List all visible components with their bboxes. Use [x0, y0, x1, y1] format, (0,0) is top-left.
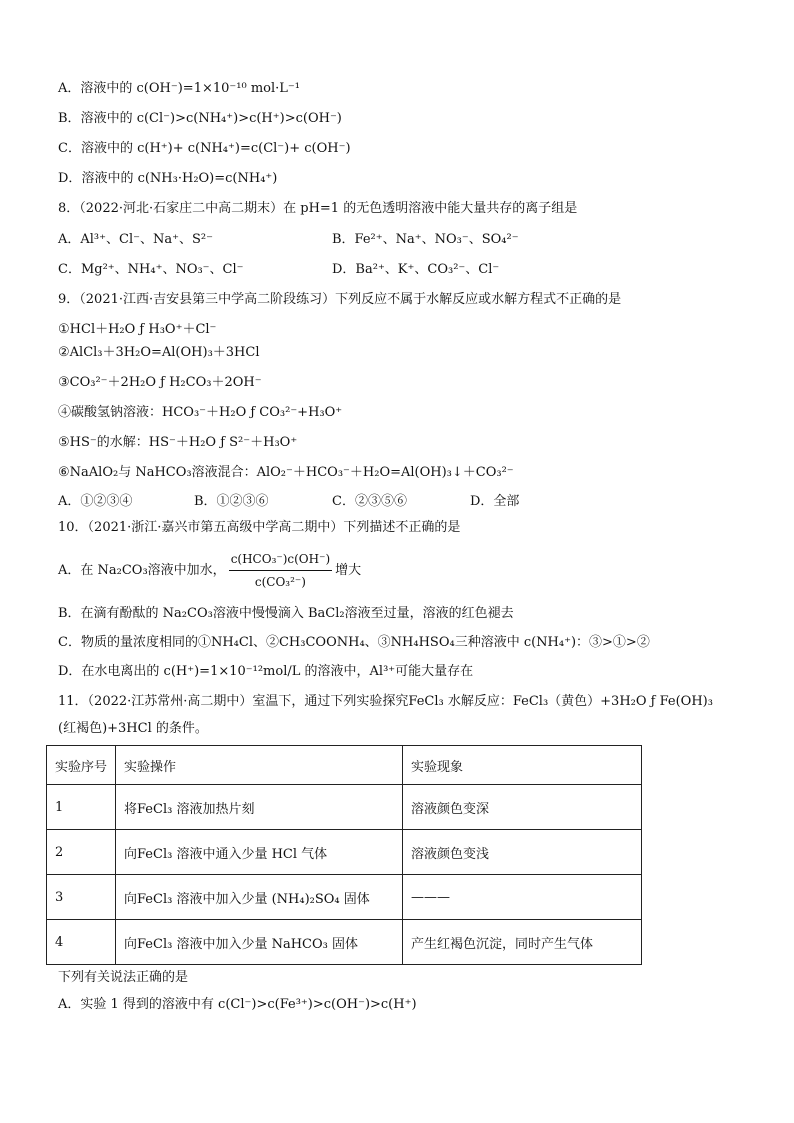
row-operation: 向FeCl₃ 溶液中加入少量 (NH₄)₂SO₄ 固体: [116, 875, 403, 920]
q9-item-5: ⑤HS⁻的水解：HS⁻＋H₂O ƒ S²⁻＋H₃O⁺: [58, 435, 298, 450]
row-observation: 溶液颜色变浅: [403, 830, 642, 875]
q9-item-1: ①HCl＋H₂O ƒ H₃O⁺＋Cl⁻: [58, 322, 217, 337]
q8-option-d: D．Ba²⁺、K⁺、CO₃²⁻、Cl⁻: [332, 262, 500, 277]
q9-stem: 9．（2021·江西·吉安县第三中学高二阶段练习）下列反应不属于水解反应或水解方程式不正确的是: [58, 292, 622, 307]
option-letter: D．: [58, 171, 82, 186]
table-row: [47, 875, 642, 920]
q9-item-2: ②AlCl₃＋3H₂O=Al(OH)₃＋3HCl: [58, 345, 260, 360]
experiment-table: [46, 745, 642, 965]
q9-option-b: B．①②③⑥: [194, 494, 269, 509]
row-observation: 产生红褐色沉淀，同时产生气体: [403, 920, 642, 965]
header-cell: 实验现象: [403, 746, 642, 785]
option-a-suffix: 增大: [335, 563, 362, 578]
fraction: [229, 548, 332, 593]
q10-option-d: D．在水电离出的 c(H⁺)=1×10⁻¹²mol/L 的溶液中，Al³⁺可能大量存在: [58, 664, 474, 679]
q11-after-table: 下列有关说法正确的是: [58, 970, 189, 985]
option-text: 溶液中的 c(H⁺)+ c(NH₄⁺)=c(Cl⁻)+ c(OH⁻): [80, 141, 351, 156]
row-number: 2: [47, 830, 116, 875]
row-operation: 将FeCl₃ 溶液加热片刻: [116, 785, 403, 830]
q9-option-d: D．全部: [470, 494, 520, 509]
row-number: 3: [47, 875, 116, 920]
q10-option-b: B．在滴有酚酞的 Na₂CO₃溶液中慢慢滴入 BaCl₂溶液至过量，溶液的红色褪去: [58, 606, 514, 621]
row-operation: 向FeCl₃ 溶液中通入少量 HCl 气体: [116, 830, 403, 875]
q10-option-c: C．物质的量浓度相同的①NH₄Cl、②CH₃COONH₄、③NH₄HSO₄三种溶液中 c(NH₄⁺)：③>①>②: [58, 635, 650, 650]
header-cell: 实验序号: [47, 746, 116, 785]
row-observation: ———: [403, 875, 642, 920]
q11-option-a: A．实验 1 得到的溶液中有 c(Cl⁻)>c(Fe³⁺)>c(OH⁻)>c(H⁺): [58, 997, 417, 1012]
q11-stem-line1: 11．（2022·江苏常州·高二期中）室温下，通过下列实验探究FeCl₃ 水解反应：FeCl₃（黄色）+3H₂O ƒ Fe(OH)₃: [58, 694, 713, 709]
option-rest: ⁻)=1×10⁻¹⁰ mol·L⁻¹: [170, 81, 300, 96]
row-operation: 向FeCl₃ 溶液中加入少量 NaHCO₃ 固体: [116, 920, 403, 965]
q9-item-3: ③CO₃²⁻＋2H₂O ƒ H₂CO₃＋2OH⁻: [58, 375, 262, 390]
q7-option-a: [58, 80, 300, 98]
option-letter: B．: [58, 111, 81, 126]
table-row: [47, 920, 642, 965]
q9-item-4: ④碳酸氢钠溶液：HCO₃⁻＋H₂O ƒ CO₃²⁻+H₃O⁺: [58, 405, 343, 420]
q7-option-b: [58, 110, 342, 128]
fraction-numerator: c(HCO₃⁻)c(OH⁻): [229, 548, 332, 571]
q10-stem: 10．（2021·浙江·嘉兴市第五高级中学高二期中）下列描述不正确的是: [58, 520, 461, 535]
table-row: [47, 785, 642, 830]
table-header-row: [47, 746, 642, 785]
option-a-prefix: A．在 Na₂CO₃溶液中加水，: [58, 563, 226, 578]
row-number: 4: [47, 920, 116, 965]
row-number: 1: [47, 785, 116, 830]
table-row: [47, 830, 642, 875]
q10-option-a: [58, 548, 361, 593]
q8-option-c: C．Mg²⁺、NH₄⁺、NO₃⁻、Cl⁻: [58, 262, 244, 277]
q11-stem-line2: (红褐色)+3HCl 的条件。: [58, 721, 208, 736]
q9-item-6: ⑥NaAlO₂与 NaHCO₃溶液混合：AlO₂⁻＋HCO₃⁻＋H₂O=Al(OH)₃↓＋CO₃²⁻: [58, 465, 514, 480]
q9-option-c: C．②③⑤⑥: [332, 494, 407, 509]
option-text: 溶液中的 c(NH₃·H₂O)=c(NH₄⁺): [81, 171, 278, 186]
q7-option-c: [58, 140, 351, 158]
q7-option-d: [58, 170, 277, 188]
option-text: 溶液中的 c(Cl⁻)>c(NH₄⁺)>c(H⁺)>c(OH⁻): [80, 111, 342, 126]
option-stem: 溶液中的 c(OH: [80, 81, 171, 96]
q8-option-b: B．Fe²⁺、Na⁺、NO₃⁻、SO₄²⁻: [332, 232, 519, 247]
option-letter: A．: [58, 81, 81, 96]
row-observation: 溶液颜色变深: [403, 785, 642, 830]
q9-option-a: A．①②③④: [58, 494, 133, 509]
header-cell: 实验操作: [116, 746, 403, 785]
q8-option-a: A．Al³⁺、Cl⁻、Na⁺、S²⁻: [58, 232, 213, 247]
option-letter: C．: [58, 141, 81, 156]
fraction-denominator: c(CO₃²⁻): [254, 575, 306, 589]
q8-stem: 8．（2022·河北·石家庄二中高二期末）在 pH=1 的无色透明溶液中能大量共存的离子组是: [58, 201, 578, 216]
